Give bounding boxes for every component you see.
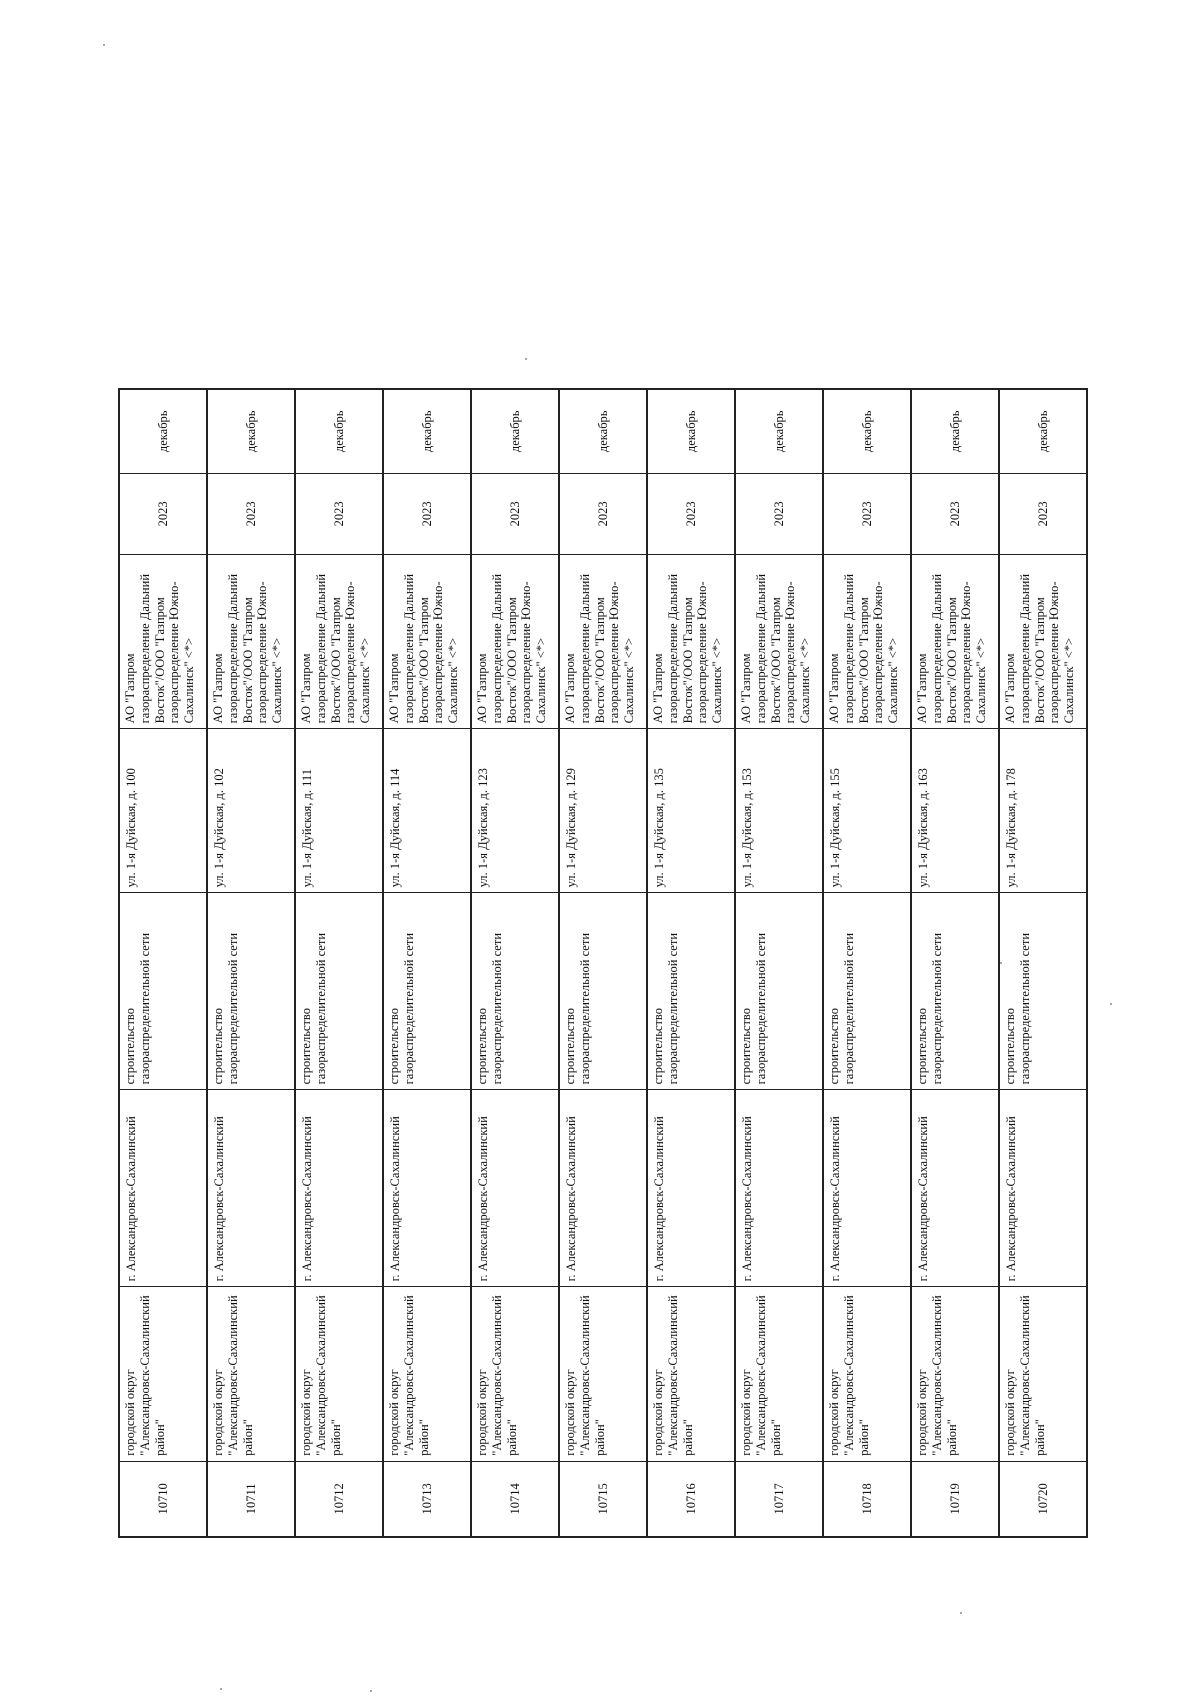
month-cell: декабрь [647,389,735,473]
settlement-cell: г. Александровск-Сахалинский [999,1090,1087,1287]
settlement-cell: г. Александровск-Сахалинский [559,1090,647,1287]
row-number: 10716 [647,1461,735,1537]
year-cell: 2023 [471,473,559,554]
work-type-cell: строительство газораспределительной сети [471,893,559,1090]
work-type-cell: строительство газораспределительной сети [911,893,999,1090]
month-cell: декабрь [559,389,647,473]
organization-cell: АО "Газпром газораспределение Дальний Восток"/ООО "Газпром газораспределение Южно-Сахалинск" <*> [823,555,911,729]
year-cell: 2023 [647,473,735,554]
row-number: 10717 [735,1461,823,1537]
municipality-cell: городской округ "Александровск-Сахалинский район" [559,1287,647,1461]
organization-cell: АО "Газпром газораспределение Дальний Восток"/ООО "Газпром газораспределение Южно-Сахалинск" <*> [735,555,823,729]
month-cell: декабрь [295,389,383,473]
rotated-table-wrapper [118,388,1088,1538]
work-type-cell: строительство газораспределительной сети [295,893,383,1090]
work-type-cell: строительство газораспределительной сети [559,893,647,1090]
scan-speck [103,44,105,46]
organization-cell: АО "Газпром газораспределение Дальний Восток"/ООО "Газпром газораспределение Южно-Сахалинск" <*> [559,555,647,729]
municipality-cell: городской округ "Александровск-Сахалинский район" [647,1287,735,1461]
year-cell: 2023 [383,473,471,554]
address-cell: ул. 1-я Дуйская, д. 178 [999,729,1087,893]
organization-cell: АО "Газпром газораспределение Дальний Восток"/ООО "Газпром газораспределение Южно-Сахалинск" <*> [647,555,735,729]
gasification-table [118,388,1088,1538]
organization-cell: АО "Газпром газораспределение Дальний Восток"/ООО "Газпром газораспределение Южно-Сахалинск" <*> [119,555,207,729]
work-type-cell: строительство газораспределительной сети [647,893,735,1090]
address-cell: ул. 1-я Дуйская, д. 123 [471,729,559,893]
table-row [119,389,207,1537]
address-cell: ул. 1-я Дуйская, д. 102 [207,729,295,893]
organization-cell: АО "Газпром газораспределение Дальний Восток"/ООО "Газпром газораспределение Южно-Сахалинск" <*> [383,555,471,729]
table-row [735,389,823,1537]
table-row [647,389,735,1537]
address-cell: ул. 1-я Дуйская, д. 114 [383,729,471,893]
table-row [911,389,999,1537]
month-cell: декабрь [383,389,471,473]
municipality-cell: городской округ "Александровск-Сахалинский район" [823,1287,911,1461]
settlement-cell: г. Александровск-Сахалинский [735,1090,823,1287]
month-cell: декабрь [207,389,295,473]
municipality-cell: городской округ "Александровск-Сахалинский район" [471,1287,559,1461]
month-cell: декабрь [471,389,559,473]
month-cell: декабрь [119,389,207,473]
table-row [823,389,911,1537]
municipality-cell: городской округ "Александровск-Сахалинский район" [207,1287,295,1461]
table-row [383,389,471,1537]
address-cell: ул. 1-я Дуйская, д. 129 [559,729,647,893]
month-cell: декабрь [911,389,999,473]
organization-cell: АО "Газпром газораспределение Дальний Восток"/ООО "Газпром газораспределение Южно-Сахалинск" <*> [295,555,383,729]
year-cell: 2023 [735,473,823,554]
year-cell: 2023 [119,473,207,554]
scan-speck [525,358,527,360]
row-number: 10718 [823,1461,911,1537]
municipality-cell: городской округ "Александровск-Сахалинский район" [119,1287,207,1461]
municipality-cell: городской округ "Александровск-Сахалинский район" [999,1287,1087,1461]
settlement-cell: г. Александровск-Сахалинский [295,1090,383,1287]
row-number: 10719 [911,1461,999,1537]
address-cell: ул. 1-я Дуйская, д. 163 [911,729,999,893]
table-row [999,389,1087,1537]
year-cell: 2023 [295,473,383,554]
municipality-cell: городской округ "Александровск-Сахалинский район" [735,1287,823,1461]
settlement-cell: г. Александровск-Сахалинский [207,1090,295,1287]
table-row [559,389,647,1537]
address-cell: ул. 1-я Дуйская, д. 100 [119,729,207,893]
organization-cell: АО "Газпром газораспределение Дальний Восток"/ООО "Газпром газораспределение Южно-Сахалинск" <*> [999,555,1087,729]
organization-cell: АО "Газпром газораспределение Дальний Восток"/ООО "Газпром газораспределение Южно-Сахалинск" <*> [911,555,999,729]
month-cell: декабрь [735,389,823,473]
row-number: 10712 [295,1461,383,1537]
settlement-cell: г. Александровск-Сахалинский [383,1090,471,1287]
settlement-cell: г. Александровск-Сахалинский [471,1090,559,1287]
table-body [119,389,1087,1537]
settlement-cell: г. Александровск-Сахалинский [647,1090,735,1287]
work-type-cell: строительство газораспределительной сети [207,893,295,1090]
municipality-cell: городской округ "Александровск-Сахалинский район" [911,1287,999,1461]
table-row [471,389,559,1537]
work-type-cell: строительство газораспределительной сети [823,893,911,1090]
settlement-cell: г. Александровск-Сахалинский [911,1090,999,1287]
year-cell: 2023 [823,473,911,554]
year-cell: 2023 [999,473,1087,554]
address-cell: ул. 1-я Дуйская, д. 155 [823,729,911,893]
scan-speck [370,1690,372,1692]
address-cell: ул. 1-я Дуйская, д. 153 [735,729,823,893]
year-cell: 2023 [207,473,295,554]
scan-speck [1000,962,1002,964]
work-type-cell: строительство газораспределительной сети [119,893,207,1090]
month-cell: декабрь [999,389,1087,473]
year-cell: 2023 [559,473,647,554]
row-number: 10713 [383,1461,471,1537]
organization-cell: АО "Газпром газораспределение Дальний Восток"/ООО "Газпром газораспределение Южно-Сахалинск" <*> [471,555,559,729]
municipality-cell: городской округ "Александровск-Сахалинский район" [295,1287,383,1461]
work-type-cell: строительство газораспределительной сети [383,893,471,1090]
scan-speck [960,1612,962,1614]
settlement-cell: г. Александровск-Сахалинский [119,1090,207,1287]
table-row [207,389,295,1537]
month-cell: декабрь [823,389,911,473]
settlement-cell: г. Александровск-Сахалинский [823,1090,911,1287]
scan-speck [220,1688,222,1690]
scan-speck [1110,1003,1112,1005]
work-type-cell: строительство газораспределительной сети [999,893,1087,1090]
row-number: 10720 [999,1461,1087,1537]
address-cell: ул. 1-я Дуйская, д. 135 [647,729,735,893]
row-number: 10711 [207,1461,295,1537]
year-cell: 2023 [911,473,999,554]
work-type-cell: строительство газораспределительной сети [735,893,823,1090]
municipality-cell: городской округ "Александровск-Сахалинский район" [383,1287,471,1461]
organization-cell: АО "Газпром газораспределение Дальний Восток"/ООО "Газпром газораспределение Южно-Сахалинск" <*> [207,555,295,729]
row-number: 10714 [471,1461,559,1537]
table-row [295,389,383,1537]
row-number: 10715 [559,1461,647,1537]
row-number: 10710 [119,1461,207,1537]
address-cell: ул. 1-я Дуйская, д. 111 [295,729,383,893]
